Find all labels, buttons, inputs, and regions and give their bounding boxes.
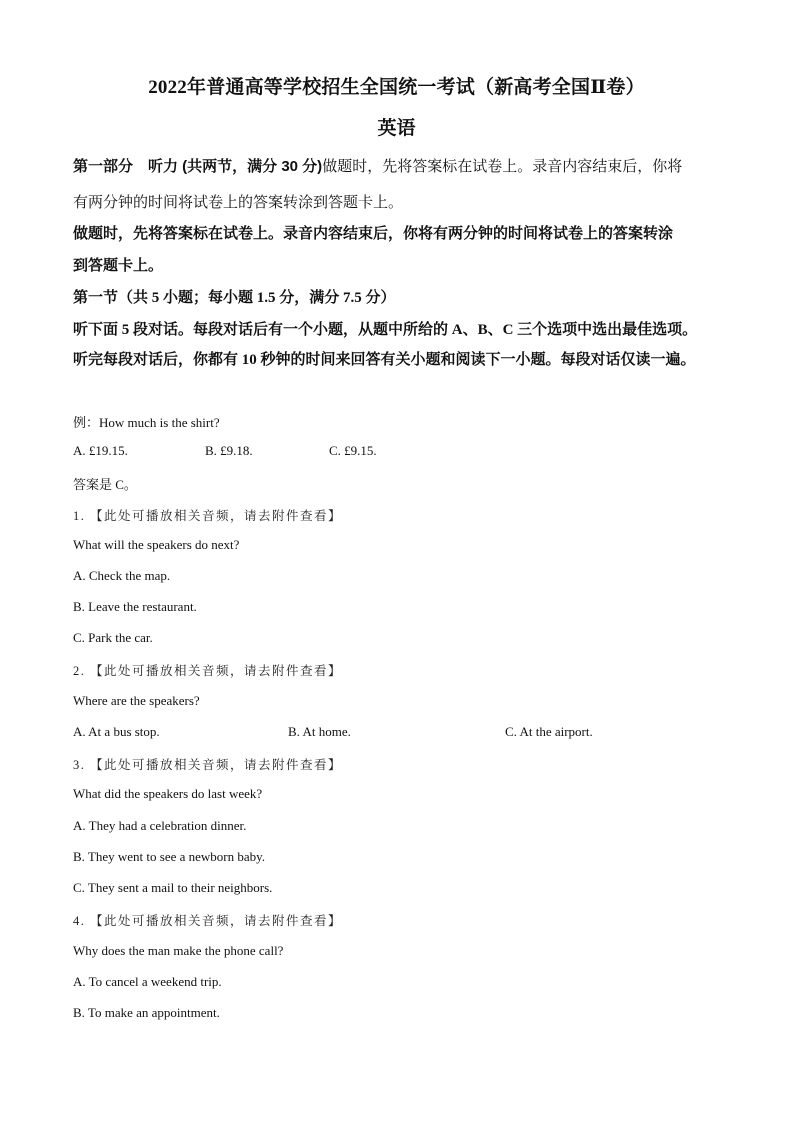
q3-option-b: B. They went to see a newborn baby. [73,849,266,864]
section1-directions-line2: 听完每段对话后，你都有 10 秒钟的时间来回答有关小题和阅读下一小题。每段对话仅读一遍。 [73,352,696,368]
q1-option-b: B. Leave the restaurant. [73,599,197,614]
q1-question: What will the speakers do next? [73,537,240,552]
part1-heading-bold: 第一部分 听力 (共两节，满分 30 分) [73,158,323,175]
q3-option-a: A. They had a celebration dinner. [73,818,247,833]
exam-title: 2022年普通高等学校招生全国统一考试（新高考全国Ⅱ卷） [148,77,645,98]
q2-question: Where are the speakers? [73,693,200,708]
part1-heading-line2: 有两分钟的时间将试卷上的答案转涂到答题卡上。 [73,195,404,211]
part1-heading [73,155,682,176]
example-option-a: A. £19.15. [73,443,128,458]
q4-option-b: B. To make an appointment. [73,1005,220,1020]
q1-option-a: A. Check the map. [73,568,171,583]
q3-question: What did the speakers do last week? [73,786,263,801]
q4-audio-note[interactable]: 4. 【此处可播放相关音频，请去附件查看】 [73,914,343,928]
section1-heading: 第一节（共 5 小题；每小题 1.5 分，满分 7.5 分） [73,290,396,306]
q4-option-a: A. To cancel a weekend trip. [73,974,222,989]
example-question: 例：How much is the shirt? [73,415,220,430]
q1-audio-note[interactable]: 1. 【此处可播放相关音频，请去附件查看】 [73,509,343,523]
example-option-c: C. £9.15. [329,443,377,458]
q3-audio-note[interactable]: 3. 【此处可播放相关音频，请去附件查看】 [73,758,343,772]
q2-option-a: A. At a bus stop. [73,724,160,739]
example-option-b: B. £9.18. [205,443,253,458]
q2-option-b: B. At home. [288,724,351,739]
q2-audio-note[interactable]: 2. 【此处可播放相关音频，请去附件查看】 [73,664,343,678]
subject-title: 英语 [377,118,416,139]
q2-option-c: C. At the airport. [505,724,593,739]
part1-heading-rest: 做题时，先将答案标在试卷上。录音内容结束后，你将 [322,159,683,175]
section1-directions-line1: 听下面 5 段对话。每段对话后有一个小题，从题中所给的 A、B、C 三个选项中选出最佳选项。 [73,322,698,338]
q1-option-c: C. Park the car. [73,630,153,645]
q3-option-c: C. They sent a mail to their neighbors. [73,880,273,895]
q4-question: Why does the man make the phone call? [73,943,284,958]
part1-instruction-line2: 到答题卡上。 [73,258,164,274]
part1-instruction-line1: 做题时，先将答案标在试卷上。录音内容结束后，你将有两分钟的时间将试卷上的答案转涂 [73,226,674,242]
example-answer: 答案是 C。 [73,477,137,492]
